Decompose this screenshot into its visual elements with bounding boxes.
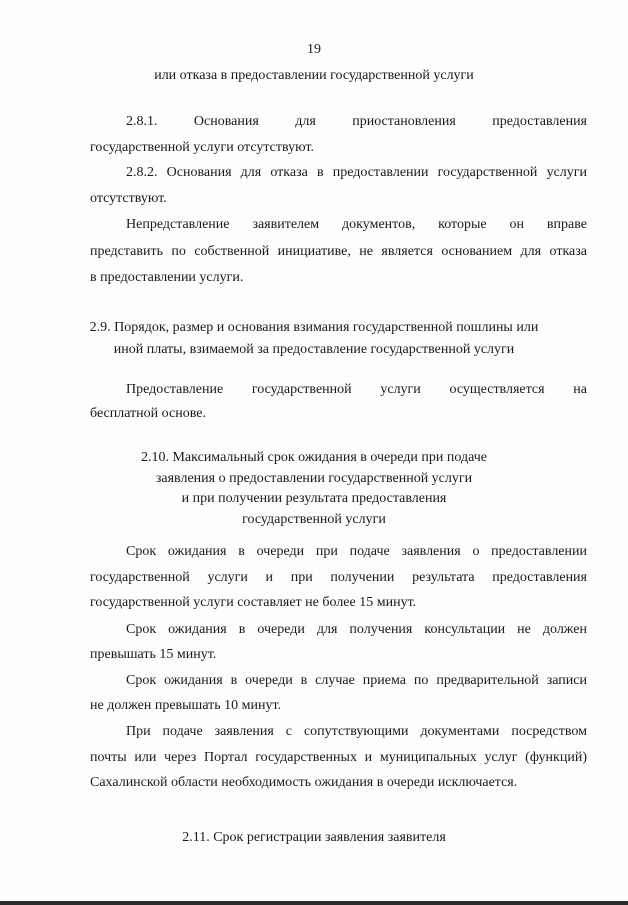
word: Основания <box>193 114 259 129</box>
word: приостановления <box>352 114 456 129</box>
section-2-9-body-line-1: Предоставление государственной услуги осуществляется на <box>126 382 587 397</box>
paragraph-2-8-1-line-1 <box>126 114 587 130</box>
section-2-10-heading-line-4: государственной услуги <box>242 512 386 527</box>
section-2-10-p1-line-3: государственной услуги составляет не более 15 минут. <box>90 595 417 610</box>
word: для <box>295 114 316 129</box>
word: предоставления <box>492 114 587 129</box>
section-2-9-body-line-2: бесплатной основе. <box>90 406 206 421</box>
nonsubmission-line-1: Непредставление заявителем документов, которые он вправе <box>126 217 587 232</box>
paragraph-2-8-1-line-2: государственной услуги отсутствуют. <box>90 140 314 155</box>
section-2-10-p2-line-2: превышать 15 минут. <box>90 647 217 662</box>
paragraph-2-8-2-line-2: отсутствуют. <box>90 191 167 206</box>
section-2-10-p1-line-1: Срок ожидания в очереди при подаче заявления о предоставлении <box>126 544 587 559</box>
page-number: 19 <box>307 42 321 57</box>
section-2-10-heading-line-2: заявления о предоставлении государственной услуги <box>155 471 473 486</box>
nonsubmission-line-3: в предоставлении услуги. <box>90 270 244 285</box>
section-2-10-heading-line-3: и при получении результата предоставления <box>181 491 447 506</box>
section-2-9-heading-line-2: иной платы, взимаемой за предоставление государственной услуги <box>113 342 515 357</box>
nonsubmission-line-2: представить по собственной инициативе, не является основанием для отказа <box>90 244 587 259</box>
section-2-10-p2-line-1: Срок ожидания в очереди для получения консультации не должен <box>126 622 587 637</box>
section-2-10-p1-line-2: государственной услуги и при получении результата предоставления <box>90 570 587 585</box>
section-2-10-p4-line-1: При подаче заявления с сопутствующими документами посредством <box>126 724 587 739</box>
section-2-9-heading-line-1: 2.9. Порядок, размер и основания взимания государственной пошлины или <box>89 320 539 335</box>
section-2-11-heading: 2.11. Срок регистрации заявления заявителя <box>182 830 446 845</box>
section-2-10-p4-line-3: Сахалинской области необходимость ожидания в очереди исключается. <box>90 775 518 790</box>
scan-bottom-edge <box>0 901 628 905</box>
section-2-10-p3-line-2: не должен превышать 10 минут. <box>90 698 282 713</box>
clause-number: 2.8.1. <box>126 114 158 129</box>
section-heading-continuation: или отказа в предоставлении государственной услуги <box>154 68 474 83</box>
section-2-10-heading-line-1: 2.10. Максимальный срок ожидания в очереди при подаче <box>140 450 488 465</box>
section-2-10-p4-line-2: почты или через Портал государственных и муниципальных услуг (функций) <box>90 750 587 765</box>
section-2-10-p3-line-1: Срок ожидания в очереди в случае приема по предварительной записи <box>126 673 587 688</box>
paragraph-2-8-2-line-1: 2.8.2. Основания для отказа в предоставлении государственной услуги <box>126 165 587 180</box>
